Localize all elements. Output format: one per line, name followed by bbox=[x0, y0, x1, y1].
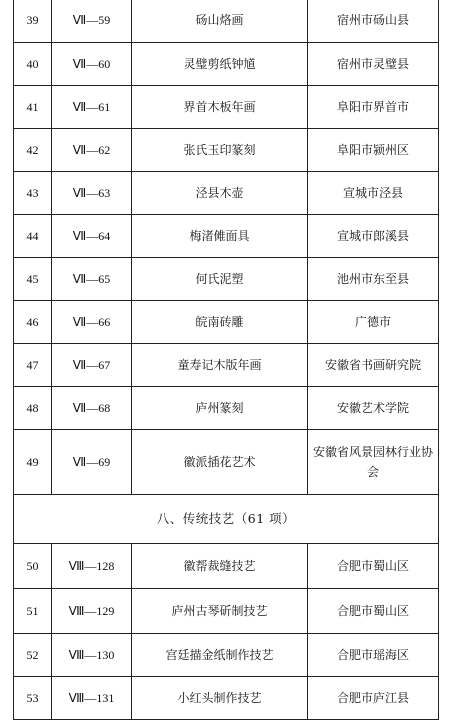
row-number: 50 bbox=[14, 544, 52, 589]
row-number: 51 bbox=[14, 589, 52, 634]
item-place: 安徽省书画研究院 bbox=[308, 344, 439, 387]
item-code: Ⅶ—66 bbox=[52, 301, 132, 344]
item-place: 安徽艺术学院 bbox=[308, 387, 439, 430]
table-row bbox=[14, 215, 439, 258]
row-number: 49 bbox=[14, 430, 52, 495]
item-code: Ⅶ—65 bbox=[52, 258, 132, 301]
table-row bbox=[14, 387, 439, 430]
row-number: 40 bbox=[14, 43, 52, 86]
row-number: 43 bbox=[14, 172, 52, 215]
row-number: 45 bbox=[14, 258, 52, 301]
item-name: 小红头制作技艺 bbox=[132, 677, 308, 720]
item-place: 阜阳市界首市 bbox=[308, 86, 439, 129]
row-number: 41 bbox=[14, 86, 52, 129]
item-name: 徽派插花艺术 bbox=[132, 430, 308, 495]
row-number: 42 bbox=[14, 129, 52, 172]
item-place: 阜阳市颍州区 bbox=[308, 129, 439, 172]
item-name: 梅渚傩面具 bbox=[132, 215, 308, 258]
item-name: 童寿记木版年画 bbox=[132, 344, 308, 387]
table-row bbox=[14, 0, 439, 43]
item-place: 安徽省风景园林行业协会 bbox=[308, 430, 439, 495]
item-name: 庐州古琴斫制技艺 bbox=[132, 589, 308, 634]
table-row bbox=[14, 634, 439, 677]
table-row bbox=[14, 172, 439, 215]
table-row bbox=[14, 677, 439, 720]
row-number: 46 bbox=[14, 301, 52, 344]
item-code: Ⅷ—129 bbox=[52, 589, 132, 634]
item-code: Ⅷ—131 bbox=[52, 677, 132, 720]
table-row bbox=[14, 258, 439, 301]
item-name: 界首木板年画 bbox=[132, 86, 308, 129]
item-name: 庐州篆刻 bbox=[132, 387, 308, 430]
item-place: 宣城市泾县 bbox=[308, 172, 439, 215]
table-row bbox=[14, 544, 439, 589]
item-name: 皖南砖雕 bbox=[132, 301, 308, 344]
item-name: 何氏泥塑 bbox=[132, 258, 308, 301]
item-place: 宣城市郎溪县 bbox=[308, 215, 439, 258]
item-code: Ⅶ—63 bbox=[52, 172, 132, 215]
item-code: Ⅷ—130 bbox=[52, 634, 132, 677]
row-number: 39 bbox=[14, 0, 52, 43]
item-name: 砀山烙画 bbox=[132, 0, 308, 43]
item-name: 徽帮裁缝技艺 bbox=[132, 544, 308, 589]
row-number: 44 bbox=[14, 215, 52, 258]
item-name: 灵璧剪纸钟馗 bbox=[132, 43, 308, 86]
item-code: Ⅶ—59 bbox=[52, 0, 132, 43]
item-place: 宿州市砀山县 bbox=[308, 0, 439, 43]
item-place: 合肥市蜀山区 bbox=[308, 589, 439, 634]
item-place: 池州市东至县 bbox=[308, 258, 439, 301]
table-row bbox=[14, 430, 439, 495]
item-place: 合肥市蜀山区 bbox=[308, 544, 439, 589]
table-body-bottom bbox=[14, 544, 439, 720]
section-header-row bbox=[14, 495, 439, 544]
section-title: 八、传统技艺（61 项） bbox=[14, 495, 439, 544]
item-code: Ⅶ—67 bbox=[52, 344, 132, 387]
item-name: 张氏玉印篆刻 bbox=[132, 129, 308, 172]
table-row bbox=[14, 86, 439, 129]
row-number: 53 bbox=[14, 677, 52, 720]
item-name: 宫廷描金纸制作技艺 bbox=[132, 634, 308, 677]
row-number: 52 bbox=[14, 634, 52, 677]
heritage-list-table bbox=[13, 0, 439, 720]
item-code: Ⅶ—62 bbox=[52, 129, 132, 172]
item-place: 广德市 bbox=[308, 301, 439, 344]
item-code: Ⅶ—68 bbox=[52, 387, 132, 430]
item-place: 合肥市瑶海区 bbox=[308, 634, 439, 677]
section-row-group bbox=[14, 495, 439, 544]
table-body-top bbox=[14, 0, 439, 495]
table-row bbox=[14, 129, 439, 172]
item-code: Ⅷ—128 bbox=[52, 544, 132, 589]
item-code: Ⅶ—61 bbox=[52, 86, 132, 129]
table-row bbox=[14, 43, 439, 86]
table-row bbox=[14, 344, 439, 387]
table-row bbox=[14, 589, 439, 634]
item-place: 合肥市庐江县 bbox=[308, 677, 439, 720]
row-number: 48 bbox=[14, 387, 52, 430]
item-code: Ⅶ—60 bbox=[52, 43, 132, 86]
item-name: 泾县木壶 bbox=[132, 172, 308, 215]
row-number: 47 bbox=[14, 344, 52, 387]
item-code: Ⅶ—69 bbox=[52, 430, 132, 495]
item-code: Ⅶ—64 bbox=[52, 215, 132, 258]
item-place: 宿州市灵璧县 bbox=[308, 43, 439, 86]
table-row bbox=[14, 301, 439, 344]
